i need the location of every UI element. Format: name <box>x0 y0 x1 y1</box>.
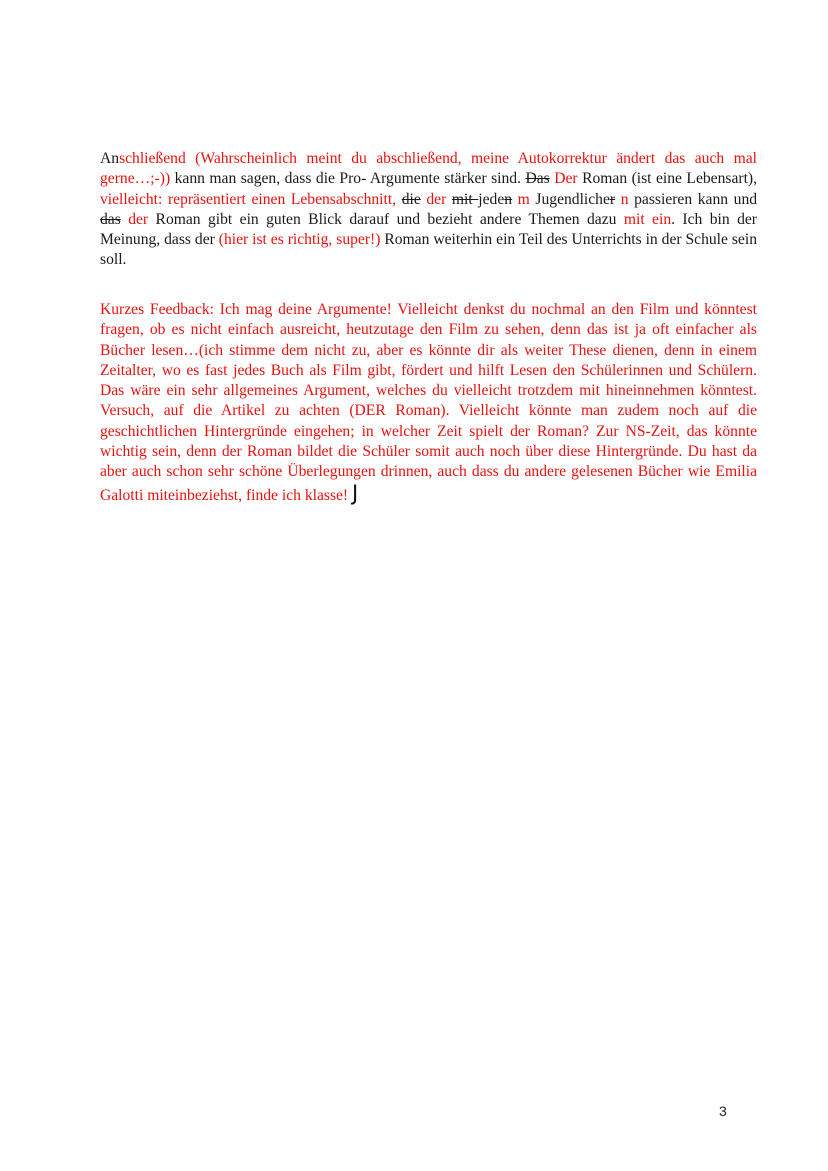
struck-word: das <box>100 210 121 228</box>
text-segment: An <box>100 150 120 167</box>
correction-segment: Der <box>554 170 578 188</box>
correction-segment: mit ein <box>623 210 672 228</box>
struck-word: die <box>401 190 421 208</box>
feedback-paragraph <box>100 300 757 506</box>
correction-segment: m <box>512 190 530 208</box>
text-segment: . Ich bin der Meinung, dass der <box>100 210 757 249</box>
text-segment: jede <box>478 190 505 208</box>
correction-comment: (hier ist es richtig, super!) <box>218 231 381 249</box>
text-segment: Roman gibt ein guten Blick darauf und bezieht andere Themen dazu <box>148 210 624 228</box>
text-segment: Roman (ist eine Lebensart), <box>577 170 757 188</box>
correction-segment: der <box>426 190 447 208</box>
essay-paragraph <box>100 149 757 271</box>
correction-segment: n <box>615 190 629 208</box>
text-segment: kann man sagen, dass die Pro- Argumente stärker sind. <box>170 170 526 188</box>
page-number: 3 <box>719 1103 727 1119</box>
smiley-icon: J <box>352 480 359 505</box>
correction-comment: (Wahrscheinlich meint du abschließend, meine Autokorrektur ändert das auch mal gerne…;-)) <box>100 150 757 188</box>
struck-word: n <box>504 190 513 208</box>
struck-word: Das <box>525 170 550 188</box>
feedback-text: Kurzes Feedback: Ich mag deine Argumente! Vielleicht denkst du nochmal an den Film und könntest fragen, ob es nicht einfach ausreicht, heutzutage den Film zu sehen, denn das ist ja oft einfacher als Bücher lesen…(ich stimme dem nicht zu, aber es könnte dir als weiter These dienen, denn in einem Zeitalter, wo es fast jedes Buch als Film gibt, fördert und hilft Lesen den Schülerinnen und Schülern. Das wäre ein sehr allgemeines Argument, welches du vielleicht trotzdem mit hineinnehmen könntest. Versuch, auf die Artikel zu achten (DER Roman). Vielleicht könnte man zudem noch auf die geschichtlichen Hintergründe eingehen; in welcher Zeit spielt der Roman? Zur NS-Zeit, das könnte wichtig sein, denn der Roman bildet die Schüler somit auch noch über diese Hintergründe. Du hast da aber auch schon sehr schöne Überlegungen drinnen, auch dass du andere gelesenen Bücher wie Emilia Galotti miteinbeziehst, finde ich klasse! <box>100 301 757 504</box>
struck-word: r <box>609 190 616 208</box>
struck-word: mit <box>451 190 479 208</box>
text-segment: passieren kann und <box>628 190 758 208</box>
text-segment: Jugendliche <box>529 190 610 208</box>
correction-segment: schließend <box>119 150 196 167</box>
correction-comment: vielleicht: repräsentiert einen Lebensabschnitt, <box>100 190 397 208</box>
text-segment: Roman weiterhin ein Teil des Unterrichts in der Schule sein soll. <box>100 231 757 269</box>
correction-segment: der <box>128 210 149 228</box>
